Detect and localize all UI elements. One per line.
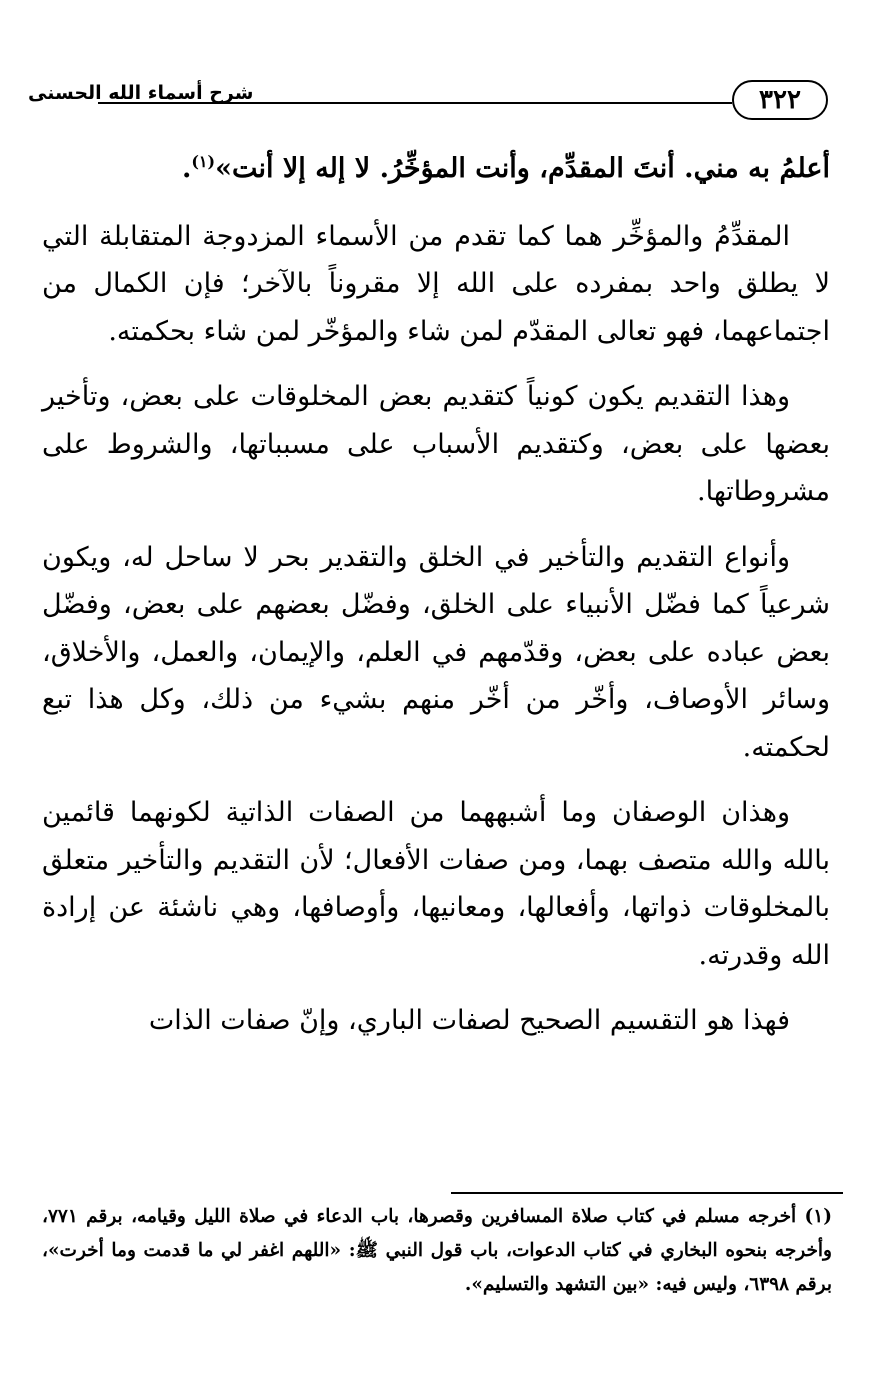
paragraph-continuation <box>42 138 830 193</box>
paragraph: وهذان الوصفان وما أشبههما من الصفات الذاتية لكونهما قائمين بالله والله متصف بهما، ومن صفات الأفعال؛ لأن التقديم والتأخير متعلق بالمخلوقات ذواتها، وأفعالها، ومعانيها، وأوصافها، وهي ناشئة عن إرادة الله وقدرته. <box>42 797 830 971</box>
footnote-ref: (١) <box>191 152 216 171</box>
paragraph: وهذا التقديم يكون كونياً كتقديم بعض المخلوقات على بعض، وتأخير بعضها على بعض، وكتقديم الأسباب على مسبباتها، والشروط على مشروطاتها. <box>42 381 830 507</box>
running-title: شرح أسماء الله الحسنى <box>28 82 254 104</box>
footnotes <box>42 1200 832 1302</box>
page-header <box>28 78 840 128</box>
body-text <box>42 138 830 1063</box>
paragraph: المقدِّمُ والمؤخِّر هما كما تقدم من الأسماء المزدوجة المتقابلة التي لا يطلق واحد بمفرده على الله إلا مقروناً بالآخر؛ فإن الكمال من اجتماعهما، فهو تعالى المقدّم لمن شاء والمؤخّر لمن شاء بحكمته. <box>42 220 830 347</box>
paragraph: وأنواع التقديم والتأخير في الخلق والتقدير بحر لا ساحل له، ويكون شرعياً كما فضّل الأنبياء على الخلق، وفضّل بعضهم على بعض، وفضّل بعض عباده على بعض، وقدّمهم في العلم، والإيمان، والعمل، والأخلاق، وسائر الأوصاف، وأخّر من أخّر منهم بشيء من ذلك، وكل هذا تبع لحكمته. <box>42 541 830 763</box>
paragraph: فهذا هو التقسيم الصحيح لصفات الباري، وإنّ صفات الذات <box>148 1005 790 1036</box>
footnote: (١) أخرجه مسلم في كتاب صلاة المسافرين وقصرها، باب الدعاء في صلاة الليل وقيامه، برقم ٧٧١، وأخرجه بنحوه البخاري في كتاب الدعوات، باب قول النبي ﷺ: «اللهم اغفر لي ما قدمت وما أخرت»، برقم ٦٣٩٨، وليس فيه: «بين التشهد والتسليم». <box>42 1206 832 1295</box>
footnote-separator <box>451 1192 843 1194</box>
page-number: ٣٢٢ <box>732 80 828 120</box>
paragraph-end-mark: . <box>181 153 192 184</box>
paragraph-text: أعلمُ به مني. أنتَ المقدِّم، وأنت المؤخِّرُ. لا إله إلا أنت» <box>215 153 830 184</box>
